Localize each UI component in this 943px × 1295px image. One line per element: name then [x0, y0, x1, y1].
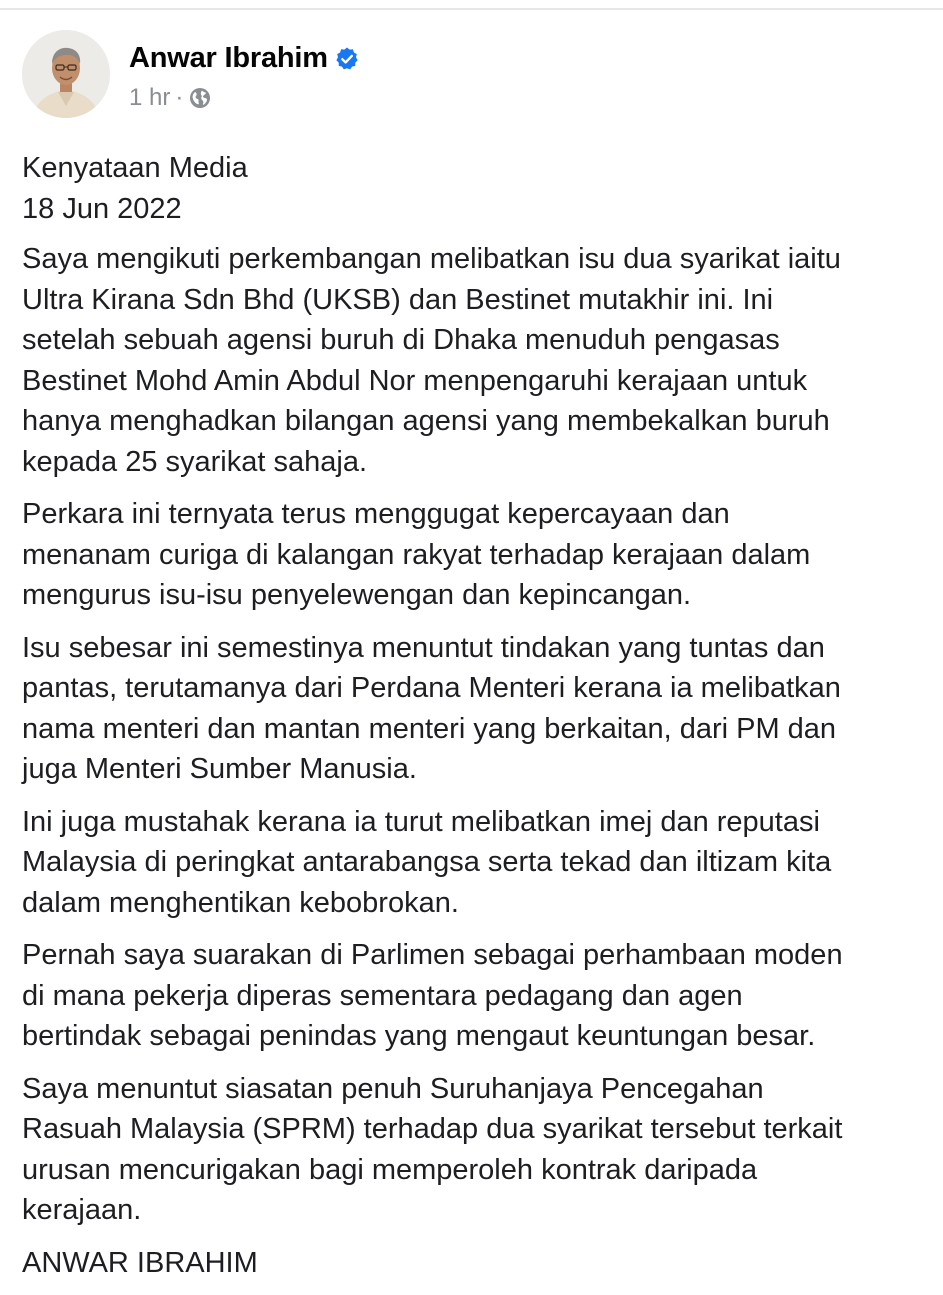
meta-separator: ·	[175, 84, 184, 111]
heading-line-1: Kenyataan Media	[22, 152, 248, 184]
paragraph-1: Saya mengikuti perkembangan melibatkan isu dua syarikat iaitu Ultra Kirana Sdn Bhd (UKSB) dan Bestinet mutakhir ini. Ini setelah sebuah agensi buruh di Dhaka menuduh pengasas Bestinet Mohd Amin Abdul Nor menpengaruhi kerajaan untuk hanya menghadkan bilangan agensi yang membekalkan buruh kepada 25 syarikat sahaja.	[22, 243, 841, 478]
post-meta	[129, 30, 360, 112]
paragraph-5: Pernah saya suarakan di Parlimen sebagai perhambaan moden di mana pekerja diperas sementara pedagang dan agen bertindak sebagai penindas yang mengaut keuntungan besar.	[22, 939, 843, 1052]
post-heading	[22, 148, 922, 229]
globe-icon[interactable]	[189, 87, 211, 109]
post-time-row	[129, 84, 360, 112]
heading-line-2: 18 Jun 2022	[22, 192, 182, 225]
paragraph-3: Isu sebesar ini semestinya menuntut tindakan yang tuntas dan pantas, terutamanya dari Perdana Menteri kerana ia melibatkan nama menteri dan mantan menteri yang berkaitan, dari PM dan juga Menteri Sumber Manusia.	[22, 631, 841, 785]
paragraph-2: Perkara ini ternyata terus menggugat kepercayaan dan menanam curiga di kalangan rakyat terhadap kerajaan dalam mengurus isu-isu penyelewengan dan kepincangan.	[22, 498, 811, 611]
author-avatar[interactable]	[22, 30, 110, 118]
paragraph-4: Ini juga mustahak kerana ia turut melibatkan imej dan reputasi Malaysia di peringkat antarabangsa serta tekad dan iltizam kita dalam menghentikan kebobrokan.	[22, 805, 832, 919]
profile-photo-icon	[22, 30, 110, 118]
author-row	[129, 42, 360, 75]
verified-badge-icon	[334, 46, 360, 72]
paragraph-6: Saya menuntut siasatan penuh Suruhanjaya Pencegahan Rasuah Malaysia (SPRM) terhadap dua syarikat tersebut terkait urusan mencurigakan bagi memperoleh kontrak daripada kerajaan.	[22, 1072, 843, 1226]
post-timestamp[interactable]: 1 hr	[129, 84, 171, 111]
top-divider	[0, 0, 943, 10]
author-name[interactable]: Anwar Ibrahim	[129, 42, 328, 74]
post-signature: ANWAR IBRAHIM	[22, 1246, 258, 1279]
post-header	[22, 30, 360, 118]
post-body	[22, 148, 922, 1295]
